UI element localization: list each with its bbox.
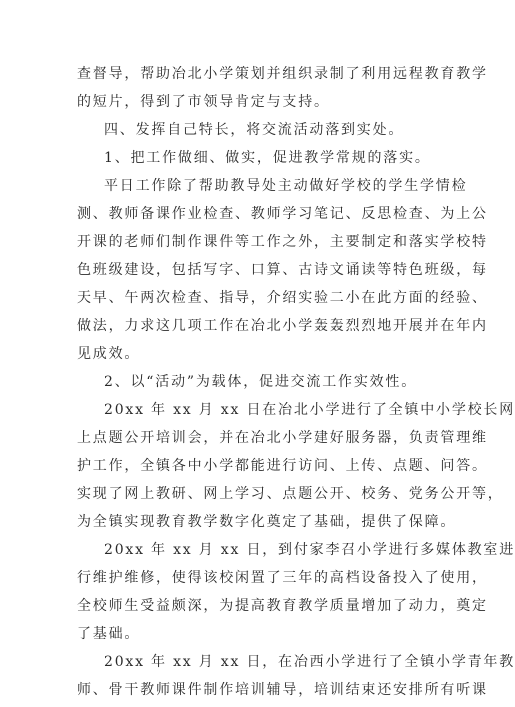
text-line: 20xx 年 xx 月 xx 日在冶北小学进行了全镇中小学校长网 xyxy=(104,402,515,418)
text-line: 为全镇实现教育教学数字化奠定了基础，提供了保障。 xyxy=(77,514,457,530)
text-line: 师、骨干教师课件制作培训辅导，培训结束还安排所有听课 xyxy=(77,682,488,698)
subsection-heading: 2、以“活动”为载体，促进交流工作实效性。 xyxy=(104,374,418,390)
text-line: 的短片，得到了市领导肯定与支持。 xyxy=(77,94,330,110)
text-line: 实现了网上教研、网上学习、点题公开、校务、党务公开等， xyxy=(77,486,504,502)
text-line: 天早、午两次检查、指导，介绍实验二小在此方面的经验、 xyxy=(77,290,488,306)
text-line: 测、教师备课作业检查、教师学习笔记、反思检查、为上公 xyxy=(77,206,488,222)
text-line: 平日工作除了帮助教导处主动做好学校的学生学情检 xyxy=(104,178,468,194)
text-line: 20xx 年 xx 月 xx 日，在冶西小学进行了全镇小学青年教 xyxy=(104,654,515,670)
subsection-heading: 1、把工作做细、做实，促进教学常规的落实。 xyxy=(104,150,431,166)
text-line: 20xx 年 xx 月 xx 日，到付家李召小学进行多媒体教室进 xyxy=(104,542,515,558)
text-line: 行维护维修，使得该校闲置了三年的高档设备投入了使用， xyxy=(77,570,488,586)
text-line: 护工作，全镇各中小学都能进行访问、上传、点题、问答。 xyxy=(77,458,488,474)
text-line: 做法，力求这几项工作在冶北小学轰轰烈烈地开展并在年内 xyxy=(77,318,488,334)
text-line: 了基础。 xyxy=(77,626,141,642)
text-line: 开课的老师们制作课件等工作之外，主要制定和落实学校特 xyxy=(77,234,488,250)
section-heading: 四、发挥自己特长，将交流活动落到实处。 xyxy=(104,122,405,138)
text-line: 全校师生受益颇深，为提高教育教学质量增加了动力，奠定 xyxy=(77,598,488,614)
text-line: 色班级建设，包括写字、口算、古诗文诵读等特色班级，每 xyxy=(77,262,488,278)
text-line: 见成效。 xyxy=(77,346,141,362)
text-line: 上点题公开培训会，并在冶北小学建好服务器，负责管理维 xyxy=(77,430,488,446)
text-line: 查督导，帮助冶北小学策划并组织录制了利用远程教育教学 xyxy=(77,66,488,82)
